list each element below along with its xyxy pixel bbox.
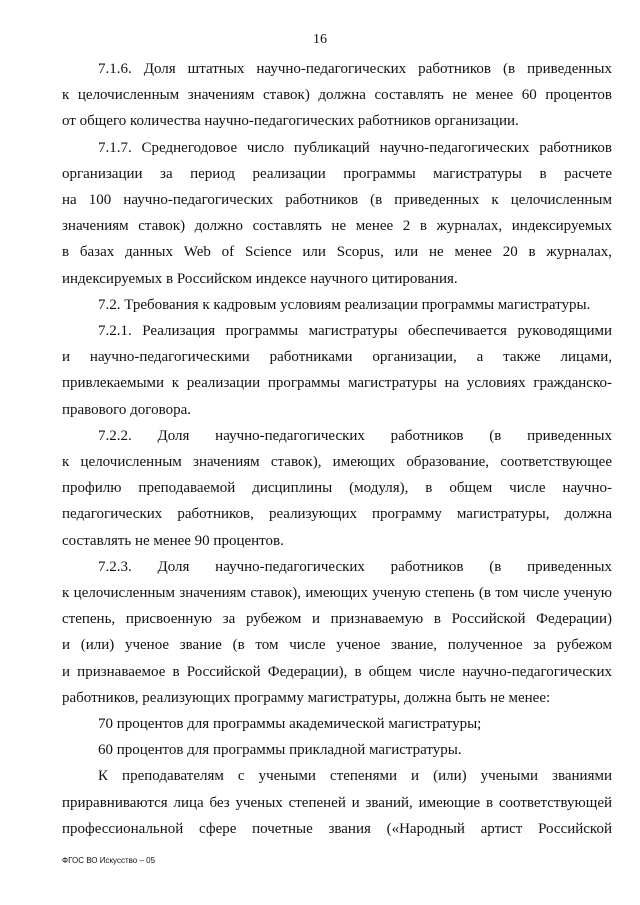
- text-line: 7.2. Требования к кадровым условиям реализации программы магистратуры.: [98, 296, 591, 313]
- document-body: [62, 56, 612, 842]
- text-line: приравниваются лица без ученых степеней и званий, имеющие в соответствующей: [62, 794, 612, 811]
- text-line: 7.1.6. Доля штатных научно-педагогических работников (в приведенных: [98, 61, 612, 77]
- paragraph-7-1-7: [62, 135, 612, 292]
- text-line: на 100 научно-педагогических работников (в приведенных к целочисленным: [62, 192, 612, 209]
- text-line: 7.2.1. Реализация программы магистратуры обеспечивается руководящими: [98, 323, 612, 340]
- paragraph-7-2-1: [62, 318, 612, 423]
- text-line: 7.2.3. Доля научно-педагогических работников (в приведенных: [98, 558, 612, 575]
- text-line: индексируемых в Российском индексе научного цитирования.: [62, 270, 458, 287]
- text-line: привлекаемыми к реализации программы магистратуры на условиях гражданско-: [62, 375, 612, 392]
- text-line: работников, реализующих программу магистратуры, должна быть не менее:: [62, 689, 551, 706]
- page-footer: ФГОС ВО Искусство – 05: [62, 856, 156, 865]
- text-line: и признаваемое в Российской Федерации), в общем числе научно-педагогических: [62, 663, 612, 680]
- text-line: составлять не менее 90 процентов.: [62, 532, 284, 549]
- text-line: 60 процентов для программы прикладной магистратуры.: [98, 742, 462, 759]
- paragraph-7-2-2: [62, 423, 612, 554]
- text-line: 70 процентов для программы академической магистратуры;: [98, 716, 482, 733]
- text-line: организации за период реализации программы магистратуры в расчете: [62, 165, 612, 182]
- paragraph-7-2-3: [62, 554, 612, 711]
- text-line: и (или) ученое звание (в том числе ученое звание, полученное за рубежом: [62, 637, 612, 654]
- paragraph-7-2: [62, 292, 612, 318]
- text-line: к целочисленным значениям ставок), имеющих образование, соответствующее: [62, 454, 612, 471]
- text-line: к целочисленным значениям ставок) должна составлять не менее 60 процентов: [62, 87, 612, 104]
- text-line: педагогических работников, реализующих программу магистратуры, должна: [62, 506, 612, 523]
- page-number: 16: [313, 32, 327, 47]
- text-line: в базах данных Web of Science или Scopus, или не менее 20 в журналах,: [62, 244, 612, 261]
- text-line: 7.1.7. Среднегодовое число публикаций научно-педагогических работников: [98, 139, 612, 156]
- text-line: к целочисленным значениям ставок), имеющих ученую степень (в том числе ученую: [62, 585, 612, 602]
- paragraph-7-1-6: [62, 56, 612, 135]
- text-line: 7.2.2. Доля научно-педагогических работников (в приведенных: [98, 427, 612, 444]
- text-line: профилю преподаваемой дисциплины (модуля), в общем числе научно-: [62, 480, 612, 497]
- text-line: и научно-педагогическими работниками организации, а также лицами,: [62, 349, 612, 366]
- text-line: правового договора.: [62, 401, 191, 418]
- text-line: профессиональной сфере почетные звания («Народный артист Российской: [62, 820, 612, 837]
- list-item-academic: [62, 711, 612, 737]
- paragraph-honorary-titles: [62, 763, 612, 842]
- list-item-applied: [62, 737, 612, 763]
- text-line: значениям ставок) должно составлять не менее 2 в журналах, индексируемых: [62, 218, 612, 235]
- text-line: К преподавателям с учеными степенями и (или) учеными званиями: [98, 768, 612, 785]
- text-line: степень, присвоенную за рубежом и признаваемую в Российской Федерации): [62, 611, 612, 628]
- text-line: от общего количества научно-педагогических работников организации.: [62, 113, 519, 130]
